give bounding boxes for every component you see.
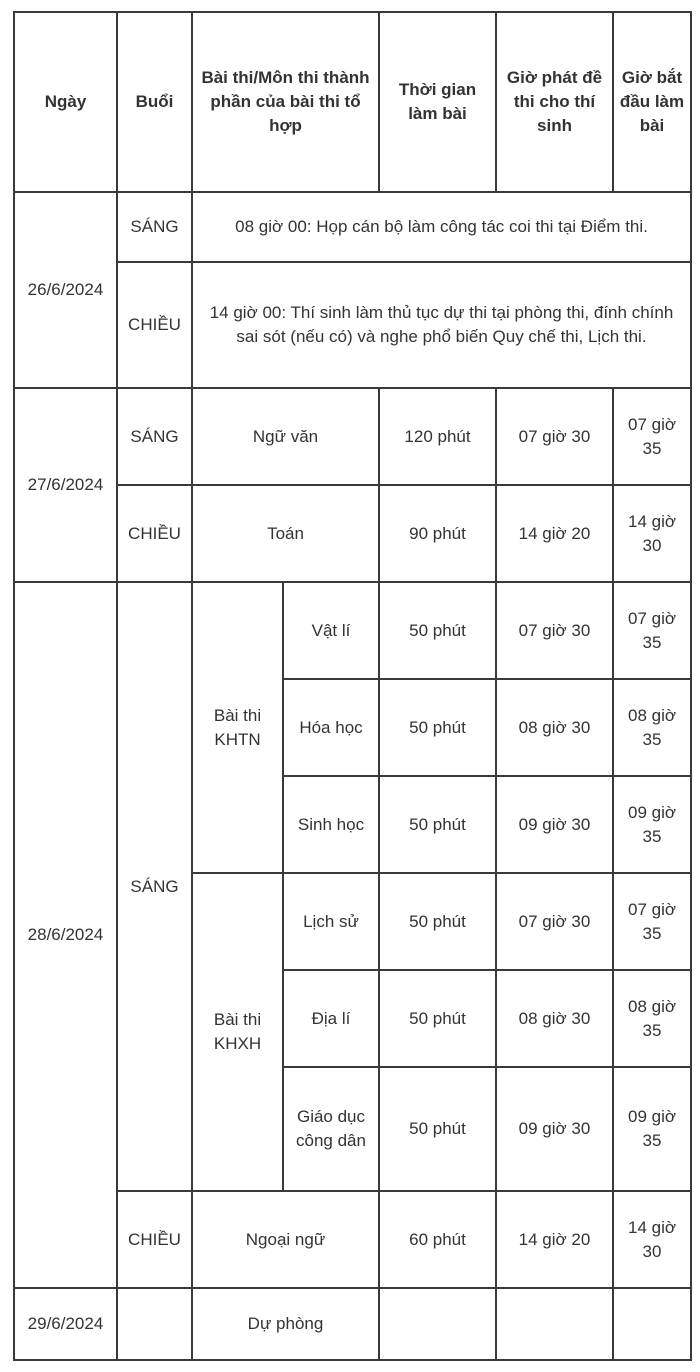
header-start-time: Giờ bắt đầu làm bài xyxy=(613,12,691,192)
header-session: Buổi xyxy=(117,12,192,192)
start-time-cell: 08 giờ 35 xyxy=(613,970,691,1067)
paper-time-cell: 07 giờ 30 xyxy=(496,873,613,970)
table-row xyxy=(14,582,691,679)
group-cell-khxh: Bài thi KHXH xyxy=(192,873,283,1191)
paper-time-cell: 14 giờ 20 xyxy=(496,1191,613,1288)
table-row xyxy=(14,388,691,485)
subject-cell: Vật lí xyxy=(283,582,379,679)
session-cell: SÁNG xyxy=(117,388,192,485)
start-time-cell: 09 giờ 35 xyxy=(613,776,691,873)
group-cell-khtn: Bài thi KHTN xyxy=(192,582,283,873)
start-time-cell: 07 giờ 35 xyxy=(613,388,691,485)
header-paper-time: Giờ phát đề thi cho thí sinh xyxy=(496,12,613,192)
table-row xyxy=(14,192,691,262)
subject-cell: Hóa học xyxy=(283,679,379,776)
header-row xyxy=(14,12,691,192)
paper-time-cell: 07 giờ 30 xyxy=(496,582,613,679)
start-time-cell xyxy=(613,1288,691,1360)
session-cell xyxy=(117,1288,192,1360)
start-time-cell: 09 giờ 35 xyxy=(613,1067,691,1191)
subject-cell: Sinh học xyxy=(283,776,379,873)
start-time-cell: 14 giờ 30 xyxy=(613,485,691,582)
paper-time-cell xyxy=(496,1288,613,1360)
exam-schedule-table xyxy=(13,11,692,1361)
paper-time-cell: 09 giờ 30 xyxy=(496,776,613,873)
duration-cell: 90 phút xyxy=(379,485,496,582)
session-cell: CHIỀU xyxy=(117,262,192,388)
header-duration: Thời gian làm bài xyxy=(379,12,496,192)
session-cell: SÁNG xyxy=(117,582,192,1191)
table-row xyxy=(14,1288,691,1360)
duration-cell: 60 phút xyxy=(379,1191,496,1288)
paper-time-cell: 08 giờ 30 xyxy=(496,679,613,776)
paper-time-cell: 08 giờ 30 xyxy=(496,970,613,1067)
note-cell: 14 giờ 00: Thí sinh làm thủ tục dự thi tại phòng thi, đính chính sai sót (nếu có) và nghe phổ biến Quy chế thi, Lịch thi. xyxy=(192,262,691,388)
duration-cell: 50 phút xyxy=(379,776,496,873)
header-date: Ngày xyxy=(14,12,117,192)
subject-cell: Dự phòng xyxy=(192,1288,379,1360)
duration-cell: 50 phút xyxy=(379,970,496,1067)
date-cell: 27/6/2024 xyxy=(14,388,117,582)
start-time-cell: 07 giờ 35 xyxy=(613,582,691,679)
subject-cell: Toán xyxy=(192,485,379,582)
duration-cell xyxy=(379,1288,496,1360)
subject-cell: Địa lí xyxy=(283,970,379,1067)
paper-time-cell: 14 giờ 20 xyxy=(496,485,613,582)
duration-cell: 50 phút xyxy=(379,873,496,970)
duration-cell: 50 phút xyxy=(379,1067,496,1191)
header-subject: Bài thi/Môn thi thành phần của bài thi tổ hợp xyxy=(192,12,379,192)
note-cell: 08 giờ 00: Họp cán bộ làm công tác coi thi tại Điểm thi. xyxy=(192,192,691,262)
session-cell: SÁNG xyxy=(117,192,192,262)
start-time-cell: 07 giờ 35 xyxy=(613,873,691,970)
subject-cell: Ngoại ngữ xyxy=(192,1191,379,1288)
date-cell: 26/6/2024 xyxy=(14,192,117,388)
session-cell: CHIỀU xyxy=(117,485,192,582)
duration-cell: 50 phút xyxy=(379,582,496,679)
subject-cell: Giáo dục công dân xyxy=(283,1067,379,1191)
duration-cell: 120 phút xyxy=(379,388,496,485)
paper-time-cell: 09 giờ 30 xyxy=(496,1067,613,1191)
start-time-cell: 08 giờ 35 xyxy=(613,679,691,776)
paper-time-cell: 07 giờ 30 xyxy=(496,388,613,485)
duration-cell: 50 phút xyxy=(379,679,496,776)
session-cell: CHIỀU xyxy=(117,1191,192,1288)
date-cell: 28/6/2024 xyxy=(14,582,117,1288)
start-time-cell: 14 giờ 30 xyxy=(613,1191,691,1288)
subject-cell: Ngữ văn xyxy=(192,388,379,485)
date-cell: 29/6/2024 xyxy=(14,1288,117,1360)
subject-cell: Lịch sử xyxy=(283,873,379,970)
